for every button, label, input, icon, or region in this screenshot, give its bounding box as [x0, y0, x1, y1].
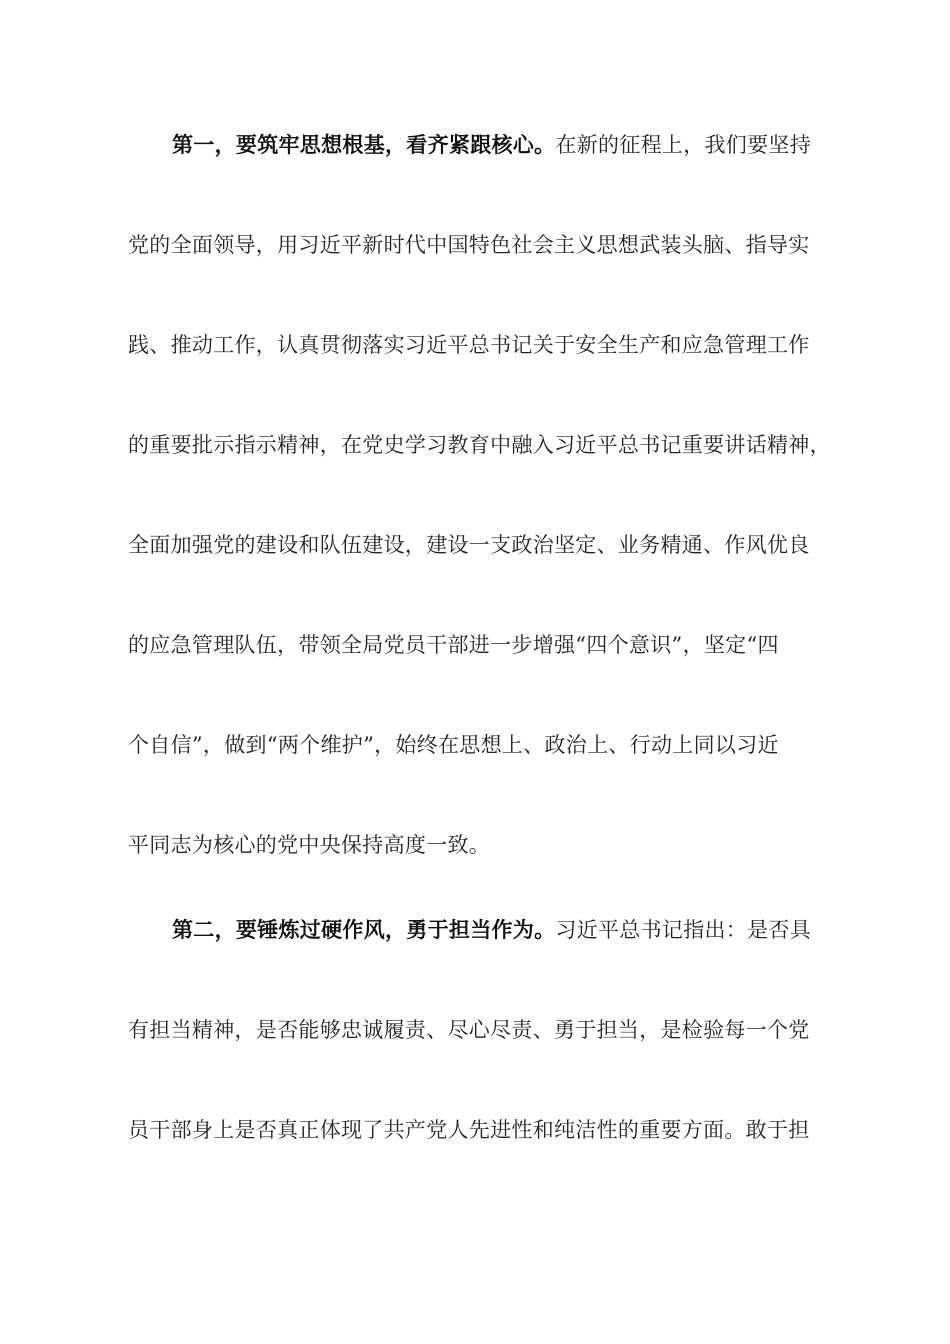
- paragraph-line: 党的全面领导，用习近平新时代中国特色社会主义思想武装头脑、指导实: [128, 233, 810, 257]
- paragraph-first-point: [128, 120, 868, 920]
- paragraph-line: 的重要批示指示精神，在党史学习教育中融入习近平总书记重要讲话精神，: [128, 433, 831, 457]
- paragraph-line: [128, 905, 868, 1005]
- paragraph-lead-heading: 第一，要筑牢思想根基，看齐紧跟核心。: [172, 132, 556, 157]
- paragraph-second-point: [128, 905, 868, 1205]
- paragraph-line: 平同志为核心的党中央保持高度一致。: [128, 833, 491, 857]
- paragraph-line: 的应急管理队伍，带领全局党员干部进一步增强“四个意识”，坚定“四: [128, 633, 779, 657]
- paragraph-lead-heading: 第二，要锤炼过硬作风，勇于担当作为。: [172, 917, 556, 942]
- paragraph-line: 个自信”，做到“两个维护”，始终在思想上、政治上、行动上同以习近: [128, 733, 779, 757]
- paragraph-line: 有担当精神，是否能够忠诚履责、尽心尽责、勇于担当，是检验每一个党: [128, 1018, 810, 1042]
- paragraph-line: 全面加强党的建设和队伍建设，建设一支政治坚定、业务精通、作风优良: [128, 533, 810, 557]
- paragraph-line: 员干部身上是否真正体现了共产党人先进性和纯洁性的重要方面。敢于担: [128, 1118, 810, 1142]
- paragraph-line-text: 在新的征程上，我们要坚持: [555, 133, 812, 157]
- paragraph-line: 践、推动工作，认真贯彻落实习近平总书记关于安全生产和应急管理工作: [128, 333, 810, 357]
- paragraph-line: [128, 120, 868, 220]
- paragraph-line-text: 习近平总书记指出：是否具: [555, 918, 812, 942]
